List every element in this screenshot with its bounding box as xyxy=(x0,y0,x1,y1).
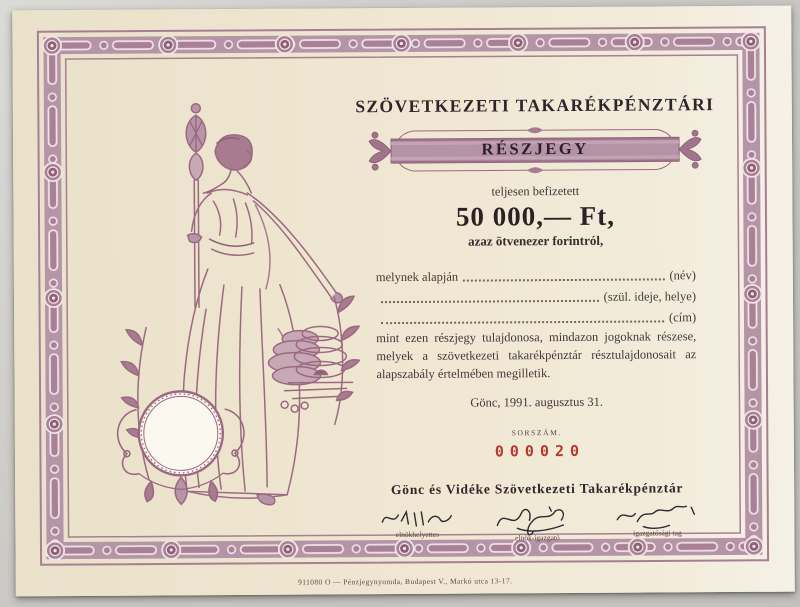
printer-imprint: 911080 O — Pénzjegynyomda, Budapest V., Markó utca 13-17. xyxy=(298,576,513,587)
certificate-text-column xyxy=(349,94,724,544)
signature-role: elnökhelyettes xyxy=(395,530,440,540)
face-value: 50 000,— Ft, xyxy=(455,200,616,232)
seal-medallion xyxy=(117,391,244,505)
signature-3 xyxy=(605,504,709,542)
dotted-line xyxy=(381,300,599,303)
dotted-line xyxy=(381,320,664,324)
legal-paragraph: mint ezen részjegy tulajdonosa, mindazon jogoknak részese, melyek a szövetkezeti takarékpénztár résztulajdonosait az alapszabály értelmében megilletik. xyxy=(376,329,697,381)
certificate-title: SZÖVETKEZETI TAKARÉKPÉNZTÁRI xyxy=(355,94,715,117)
field-suffix: (cím) xyxy=(668,310,697,325)
field-name xyxy=(376,262,696,285)
field-birth xyxy=(376,283,696,306)
signature-block xyxy=(365,504,709,543)
signature-2 xyxy=(485,505,589,543)
signature-ink-3 xyxy=(609,504,705,531)
field-address xyxy=(376,304,696,327)
field-prefix: melynek alapján xyxy=(375,269,459,285)
face-value-words: azaz ötvenezer forintról, xyxy=(468,232,604,249)
owner-fields xyxy=(376,262,696,327)
field-suffix: (név) xyxy=(669,268,696,283)
issuer-name: Gönc és Vidéke Szövetkezeti Takarékpénztár xyxy=(390,480,684,498)
place-date: Gönc, 1991. augusztus 31. xyxy=(470,395,603,410)
title-ribbon xyxy=(365,121,705,179)
beehive-engraving xyxy=(268,326,352,399)
signature-role: igazgatósági tag xyxy=(633,528,682,538)
signature-1 xyxy=(365,506,469,544)
allegorical-figure-engraving xyxy=(87,88,362,538)
signature-ink-1 xyxy=(374,506,460,533)
dotted-line xyxy=(463,278,664,281)
distaff-knob xyxy=(191,104,200,113)
signature-ink-2 xyxy=(489,505,585,536)
paid-note: teljesen befizetett xyxy=(491,183,580,199)
banner-title: RÉSZJEGY xyxy=(481,138,589,159)
serial-label: SORSZÁM. xyxy=(511,428,562,438)
field-suffix: (szül. ideje, helye) xyxy=(603,289,697,304)
serial-number: 000020 xyxy=(494,442,586,461)
certificate-paper xyxy=(12,6,795,597)
signature-role: elnök-igazgató xyxy=(515,533,560,543)
